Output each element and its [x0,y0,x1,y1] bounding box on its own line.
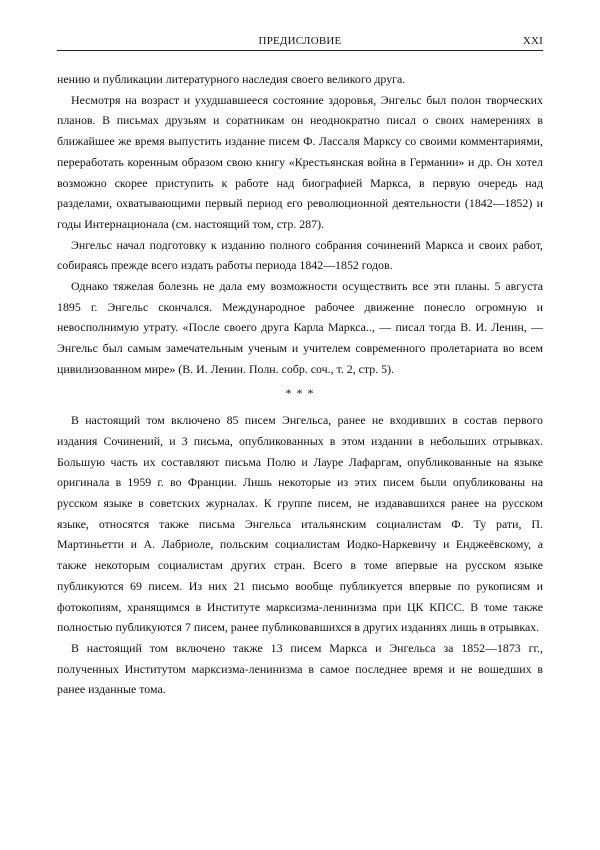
paragraph-collected-works: Энгельс начал подготовку к изданию полного собрания сочинений Маркса и своих работ, собираясь прежде всего издать работы периода 1842—1852 годов. [57,237,543,273]
running-header [57,33,543,49]
paragraph-death: Однако тяжелая болезнь не дала ему возможности осуществить все эти планы. 5 августа 1895 г. Энгельс скончался. Международное рабочее движение понесло огромную и невосполнимую утрату. «После своего друга Карла Маркса.., — писал тогда В. И. Ленин, — Энгельс был самым замечательным ученым и учителем современного пролетариата во всем цивилизованном мире» (В. И. Ленин. Полн. собр. соч., т. 2, стр. 5). [57,279,543,376]
section-separator: * * * [285,385,315,400]
book-page [57,0,543,850]
paragraph-continuation: нению и публикации литературного наследия своего великого друга. [57,72,406,86]
body-text [57,69,543,700]
paragraph-additional-letters: В настоящий том включено также 13 писем Маркса и Энгельса за 1852—1873 гг., полученных Институтом марксизма-ленинизма в самое последнее время и не вошедших в ранее изданные тома. [57,640,543,697]
running-title: ПРЕДИСЛОВИЕ [258,35,342,47]
paragraph-plans: Несмотря на возраст и ухудшавшееся состояние здоровья, Энгельс был полон творческих планов. В письмах друзьям и соратникам он неоднократно писал о своих намерениях в ближайшее же время выпустить издание писем Ф. Лассаля Марксу со своими комментариями, переработать коренным образом свою книгу «Крестьянская война в Германии» и др. Он хотел возможно скорее приступить к работе над биографией Маркса, в первую очередь над разделами, охватывающими первый период его революционной деятельности (1842—1852) и годы Интернационала (см. настоящий том, стр. 287). [57,92,543,231]
page-number: XXI [522,35,543,47]
paragraph-volume-contents: В настоящий том включено 85 писем Энгельса, ранее не входивших в состав первого издания Сочинений, и 3 письма, опубликованных в этом издании в небольших отрывках. Большую часть их составляют письма Полю и Лауре Лафаргам, опубликованные на языке оригинала в 1959 г. во Франции. Лишь некоторые из этих писем были опубликованы на русском языке в советских журналах. К группе писем, не издававшихся ранее на русском языке, относятся также письма Энгельса итальянским социалистам Ф. Ту рати, П. Мартиньетти и А. Лабриоле, польским социалистам Иодко-Наркевичу и Енджеёвскому, а также некоторым социалистам других стран. Всего в томе впервые на русском языке публикуются 69 писем. Из них 21 письмо вообще публикуется впервые по рукописям и фотокопиям, хранящимся в Институте марксизма-ленинизма при ЦК КПСС. В томе также полностью публикуются 7 писем, ранее публиковавшихся в других изданиях лишь в отрывках. [57,413,543,635]
header-rule [57,50,543,51]
